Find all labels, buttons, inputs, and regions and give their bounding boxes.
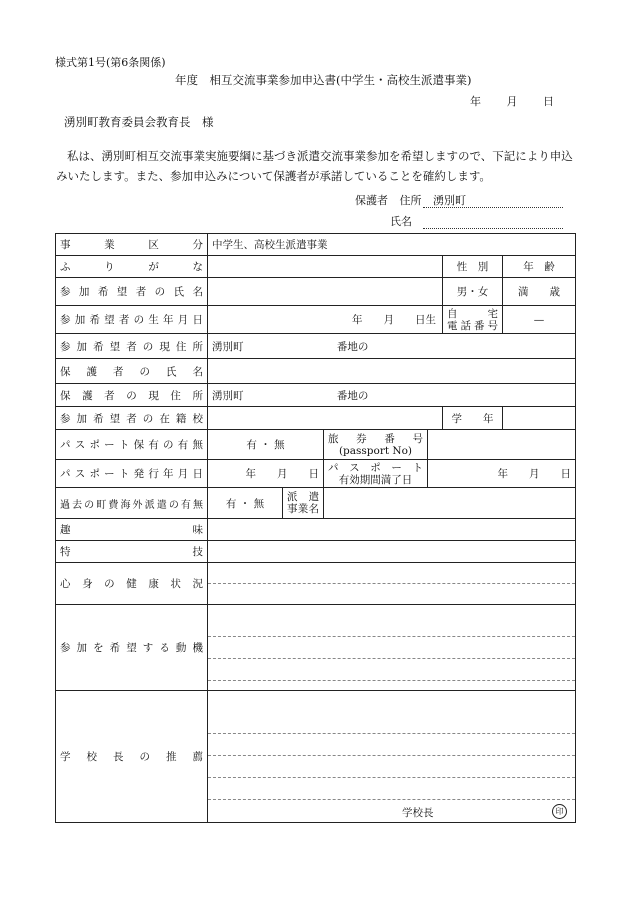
motivation-field[interactable] [208,605,576,691]
name-field[interactable] [208,278,443,306]
gender-label: 性 別 [443,256,503,278]
table-row [56,488,576,519]
guardian-name-row-label: 保護者の氏名 [56,359,208,384]
hobby-label: 趣味 [56,519,208,541]
table-row [56,234,576,256]
application-table [55,233,576,823]
table-row [56,278,576,306]
guardian-name-field[interactable] [423,228,563,229]
health-label: 心身の健康状況 [56,563,208,605]
guardian-address-label: 住所 [399,194,422,207]
table-row [56,407,576,430]
guardian-name-row-field[interactable] [208,359,576,384]
table-row [56,605,576,691]
passport-value[interactable]: 有 ・ 無 [208,430,324,460]
dispatch-name-label-line2: 事業名 [287,503,319,515]
form-number: 様式第1号(第6条関係) [55,56,166,69]
grade-label: 学 年 [443,407,503,430]
passport-issue-label: パスポート発行年月日 [56,460,208,488]
table-row [56,384,576,407]
gender-value[interactable]: 男・女 [443,278,503,306]
date-line: 年 月 日 [470,95,554,108]
home-phone-label-line1: 自 宅 [447,307,498,320]
passport-no-label-line1: 旅 券 番 号 [328,432,423,445]
motivation-label: 参加を希望する動機 [56,605,208,691]
recommendation-label: 学校長の推薦 [56,691,208,823]
table-row [56,563,576,605]
address-town: 湧別町 [212,340,244,353]
passport-issue-field[interactable]: 年 月 日 [208,460,324,488]
table-row [56,541,576,563]
passport-no-label-line2: (passport No) [338,444,413,457]
passport-no-label [324,430,428,460]
school-label: 参加希望者の在籍校 [56,407,208,430]
table-row [56,430,576,460]
addressee: 湧別町教育委員会教育長 様 [64,115,214,129]
table-row [56,334,576,359]
furigana-label: ふりがな [56,256,208,278]
business-category-label: 事業区分 [56,234,208,256]
form-title: 年度 相互交流事業参加申込書(中学生・高校生派遣事業) [175,73,472,87]
passport-label: パスポート保有の有無 [56,430,208,460]
school-field[interactable] [208,407,443,430]
guardian-address-row-field[interactable] [208,384,576,407]
address-label: 参加希望者の現住所 [56,334,208,359]
birthdate-field[interactable]: 年 月 日生 [208,306,443,334]
dispatch-name-label-line1: 派 遣 [287,491,319,503]
table-row [56,256,576,278]
passport-expiry-label [324,460,428,488]
intro-paragraph: 私は、湧別町相互交流事業実施要綱に基づき派遣交流事業参加を希望しますので、下記により申込みいたします。また、参加申込みについて保護者が承諾していることを確約します。 [56,149,573,183]
passport-no-field[interactable] [428,430,576,460]
guardian-address-line [355,192,466,208]
passport-expiry-label-line2: 有効期間満了日 [338,473,413,486]
name-label: 参加希望者の氏名 [56,278,208,306]
guardian-address-town: 湧別町 [212,389,244,402]
home-phone-label-line2: 電話番号 [447,319,498,332]
table-row [56,460,576,488]
address-suffix: 番地の [336,340,369,353]
grade-field[interactable] [503,407,576,430]
home-phone-label [443,306,503,334]
home-phone-field[interactable]: — [503,306,576,334]
guardian-label: 保護者 [355,194,388,207]
past-dispatch-cell [208,488,324,519]
guardian-address-row-label: 保護者の現住所 [56,384,208,407]
table-row [56,691,576,823]
guardian-address-suffix: 番地の [336,389,369,402]
skill-field[interactable] [208,541,576,563]
past-dispatch-value[interactable]: 有 ・ 無 [225,497,265,510]
dispatch-name-label [282,488,323,518]
address-field[interactable] [208,334,576,359]
principal-signature-line [212,800,571,822]
passport-expiry-field[interactable]: 年 月 日 [428,460,576,488]
principal-label: 学校長 [402,807,434,819]
seal-icon: 印 [552,804,567,819]
recommendation-field[interactable] [208,691,576,823]
guardian-address-value: 湧別町 [433,194,466,207]
skill-label: 特技 [56,541,208,563]
age-value[interactable]: 満 歳 [503,278,576,306]
passport-expiry-label-line1: パスポート [328,461,423,474]
past-dispatch-label: 過去の町費海外派遣の有無 [56,488,208,519]
table-row [56,306,576,334]
age-label: 年 齢 [503,256,576,278]
birthdate-label: 参加希望者の生年月日 [56,306,208,334]
health-field[interactable] [208,563,576,605]
business-category-value: 中学生、高校生派遣事業 [208,234,576,256]
guardian-address-field[interactable] [423,207,563,208]
furigana-field[interactable] [208,256,443,278]
guardian-name-label: 氏名 [390,215,412,228]
dispatch-name-field[interactable] [324,488,576,519]
hobby-field[interactable] [208,519,576,541]
table-row [56,519,576,541]
table-row [56,359,576,384]
